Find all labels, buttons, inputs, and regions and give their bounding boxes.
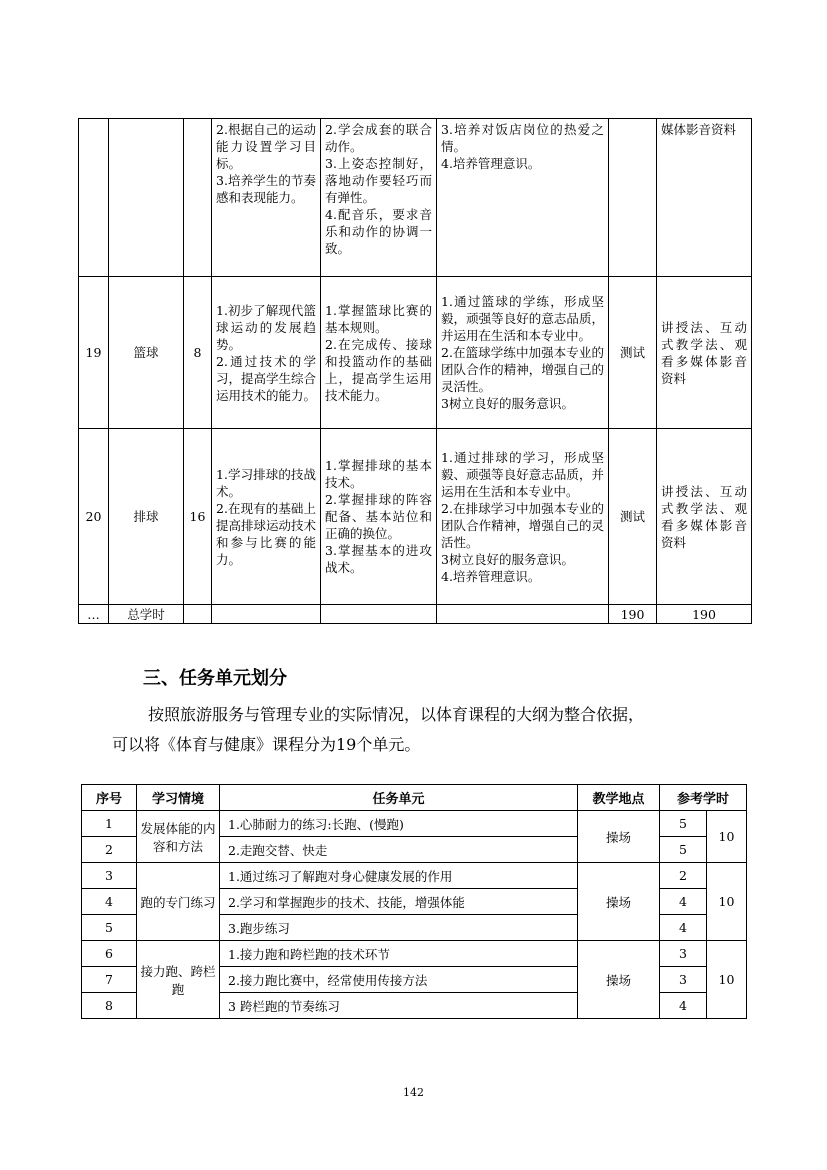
outline-row — [79, 119, 752, 277]
outline-row — [79, 277, 752, 429]
group-total-cell: 10 — [707, 941, 747, 1019]
outline-hours-cell — [184, 119, 212, 277]
group-total-cell: 10 — [707, 811, 747, 863]
unit-hours-cell: 4 — [660, 993, 707, 1019]
empty-cell — [321, 605, 437, 624]
unit-no-cell: 2 — [82, 837, 137, 863]
outline-goals-cell — [212, 429, 321, 605]
unit-row — [82, 941, 747, 967]
outline-skills-cell-line: 3.上姿态控制好，落地动作要轻巧而有弹性。 — [325, 156, 432, 205]
unit-no-cell: 5 — [82, 915, 137, 941]
unit-no-cell: 4 — [82, 889, 137, 915]
outline-quality-cell-line: 4.培养管理意识。 — [441, 568, 541, 584]
outline-quality-cell-line: 1.通过排球的学习，形成坚毅、顽强等良好意志品质，并运用在生活和本专业中。 — [441, 449, 604, 499]
outline-quality-cell — [437, 119, 609, 277]
unit-hours-cell: 4 — [660, 889, 707, 915]
total-assess-cell: 190 — [609, 605, 657, 624]
outline-no-cell: 19 — [79, 277, 109, 429]
header-location: 教学地点 — [578, 785, 660, 811]
page-number: 142 — [403, 1086, 424, 1099]
outline-quality-cell-line: 2.在排球学习中加强本专业的团队合作精神，增强自己的灵活性。 — [441, 500, 604, 550]
header-no: 序号 — [82, 785, 137, 811]
unit-no-cell: 7 — [82, 967, 137, 993]
outline-no-cell — [79, 119, 109, 277]
outline-quality-cell-line: 3树立良好的服务意识。 — [441, 551, 574, 567]
location-cell: 操场 — [578, 863, 660, 941]
unit-no-cell: 1 — [82, 811, 137, 837]
unit-no-cell: 6 — [82, 941, 137, 967]
empty-cell — [184, 605, 212, 624]
outline-method-cell: 讲授法、互动式教学法、观看多媒体影音资料 — [657, 277, 752, 429]
location-cell: 操场 — [578, 811, 660, 863]
outline-assess-cell: 测试 — [609, 429, 657, 605]
paragraph-line-2: 可以将《体育与健康》课程分为19个单元。 — [112, 735, 421, 754]
outline-hours-cell: 8 — [184, 277, 212, 429]
outline-method-cell: 媒体影音资料 — [657, 119, 752, 277]
task-cell: 1.心肺耐力的练习:长跑、(慢跑) — [220, 811, 578, 837]
outline-quality-cell-line: 4.培养管理意识。 — [441, 156, 541, 171]
task-cell: 2.走跑交替、快走 — [220, 837, 578, 863]
unit-hours-cell: 2 — [660, 863, 707, 889]
outline-skills-cell-line: 1.掌握排球的基本技术。 — [325, 458, 432, 490]
task-cell: 1.通过练习了解跑对身心健康发展的作用 — [220, 863, 578, 889]
outline-no-cell: 20 — [79, 429, 109, 605]
unit-hours-cell: 4 — [660, 915, 707, 941]
outline-name-cell: 篮球 — [109, 277, 184, 429]
outline-name-cell — [109, 119, 184, 277]
empty-cell — [437, 605, 609, 624]
total-method-cell: 190 — [657, 605, 752, 624]
section-paragraph — [112, 700, 732, 760]
outline-goals-cell-line: 3.培养学生的节奏感和表现能力。 — [216, 173, 316, 205]
task-cell: 1.接力跑和跨栏跑的技术环节 — [220, 941, 578, 967]
outline-name-cell: 排球 — [109, 429, 184, 605]
unit-hours-cell: 5 — [660, 811, 707, 837]
task-cell: 3 跨栏跑的节奏练习 — [220, 993, 578, 1019]
outline-goals-cell-line: 2.通过技术的学习，提高学生综合运用技术的能力。 — [216, 353, 317, 403]
header-hours: 参考学时 — [660, 785, 747, 811]
outline-assess-cell — [609, 119, 657, 277]
outline-quality-cell-line: 2.在篮球学练中加强本专业的团队合作的精神，增强自己的灵活性。 — [441, 345, 604, 394]
outline-skills-cell — [321, 119, 437, 277]
unit-hours-cell: 3 — [660, 941, 707, 967]
task-unit-table — [81, 784, 747, 1019]
group-total-cell: 10 — [707, 863, 747, 941]
empty-cell — [212, 605, 321, 624]
outline-assess-cell: 测试 — [609, 277, 657, 429]
scenario-cell: 发展体能的内容和方法 — [137, 811, 220, 863]
outline-goals-cell-line: 1.初步了解现代篮球运动的发展趋势。 — [216, 302, 316, 352]
outline-quality-cell — [437, 277, 609, 429]
total-no-cell: … — [79, 605, 109, 624]
task-cell: 2.接力跑比赛中，经常使用传接方法 — [220, 967, 578, 993]
outline-skills-cell-line: 2.在完成传、接球和投篮动作的基础上，提高学生运用技术能力。 — [325, 336, 432, 403]
task-cell: 3.跑步练习 — [220, 915, 578, 941]
outline-goals-cell-line: 2.根据自己的运动能力设置学习目标。 — [216, 122, 316, 171]
outline-goals-cell — [212, 119, 321, 277]
unit-hours-cell: 5 — [660, 837, 707, 863]
paragraph-line-1: 按照旅游服务与管理专业的实际情况，以体育课程的大纲为整合依据， — [148, 705, 645, 724]
outline-row — [79, 429, 752, 605]
unit-no-cell: 8 — [82, 993, 137, 1019]
scenario-cell: 接力跑、跨栏跑 — [137, 941, 220, 1019]
outline-quality-cell-line: 3树立良好的服务意识。 — [441, 396, 574, 411]
unit-no-cell: 3 — [82, 863, 137, 889]
outline-skills-cell — [321, 277, 437, 429]
outline-skills-cell-line: 2.学会成套的联合动作。 — [325, 122, 432, 154]
task-cell: 2.学习和掌握跑步的技术、技能，增强体能 — [220, 889, 578, 915]
outline-skills-cell-line: 2.掌握排球的阵容配备、基本站位和正确的换位。 — [325, 492, 432, 541]
total-label-cell: 总学时 — [109, 605, 184, 624]
header-scenario: 学习情境 — [137, 785, 220, 811]
outline-skills-cell-line: 4.配音乐，要求音乐和动作的协调一致。 — [325, 207, 432, 256]
outline-skills-cell-line: 1.掌握篮球比赛的基本规则。 — [325, 302, 432, 335]
outline-goals-cell-line: 2.在现有的基础上提高排球运动技术和参与比赛的能力。 — [216, 500, 317, 567]
unit-row — [82, 811, 747, 837]
outline-goals-cell-line: 1.学习排球的技战术。 — [216, 466, 316, 499]
scenario-cell: 跑的专门练习 — [137, 863, 220, 941]
outline-quality-cell-line: 1.通过篮球的学练，形成坚毅，顽强等良好的意志品质，并运用在生活和本专业中。 — [441, 294, 604, 343]
section-title: 三、任务单元划分 — [143, 668, 287, 689]
outline-goals-cell — [212, 277, 321, 429]
location-cell: 操场 — [578, 941, 660, 1019]
outline-method-cell: 讲授法、互动式教学法、观看多媒体影音资料 — [657, 429, 752, 605]
outline-hours-cell: 16 — [184, 429, 212, 605]
unit-row — [82, 863, 747, 889]
unit-table-header — [82, 785, 747, 811]
header-task: 任务单元 — [220, 785, 578, 811]
outline-quality-cell — [437, 429, 609, 605]
outline-skills-cell-line: 3.掌握基本的进攻战术。 — [325, 543, 432, 575]
course-outline-table — [78, 118, 752, 624]
unit-hours-cell: 3 — [660, 967, 707, 993]
outline-total-row — [79, 605, 752, 624]
outline-quality-cell-line: 3.培养对饭店岗位的热爱之情。 — [441, 122, 604, 154]
outline-skills-cell — [321, 429, 437, 605]
